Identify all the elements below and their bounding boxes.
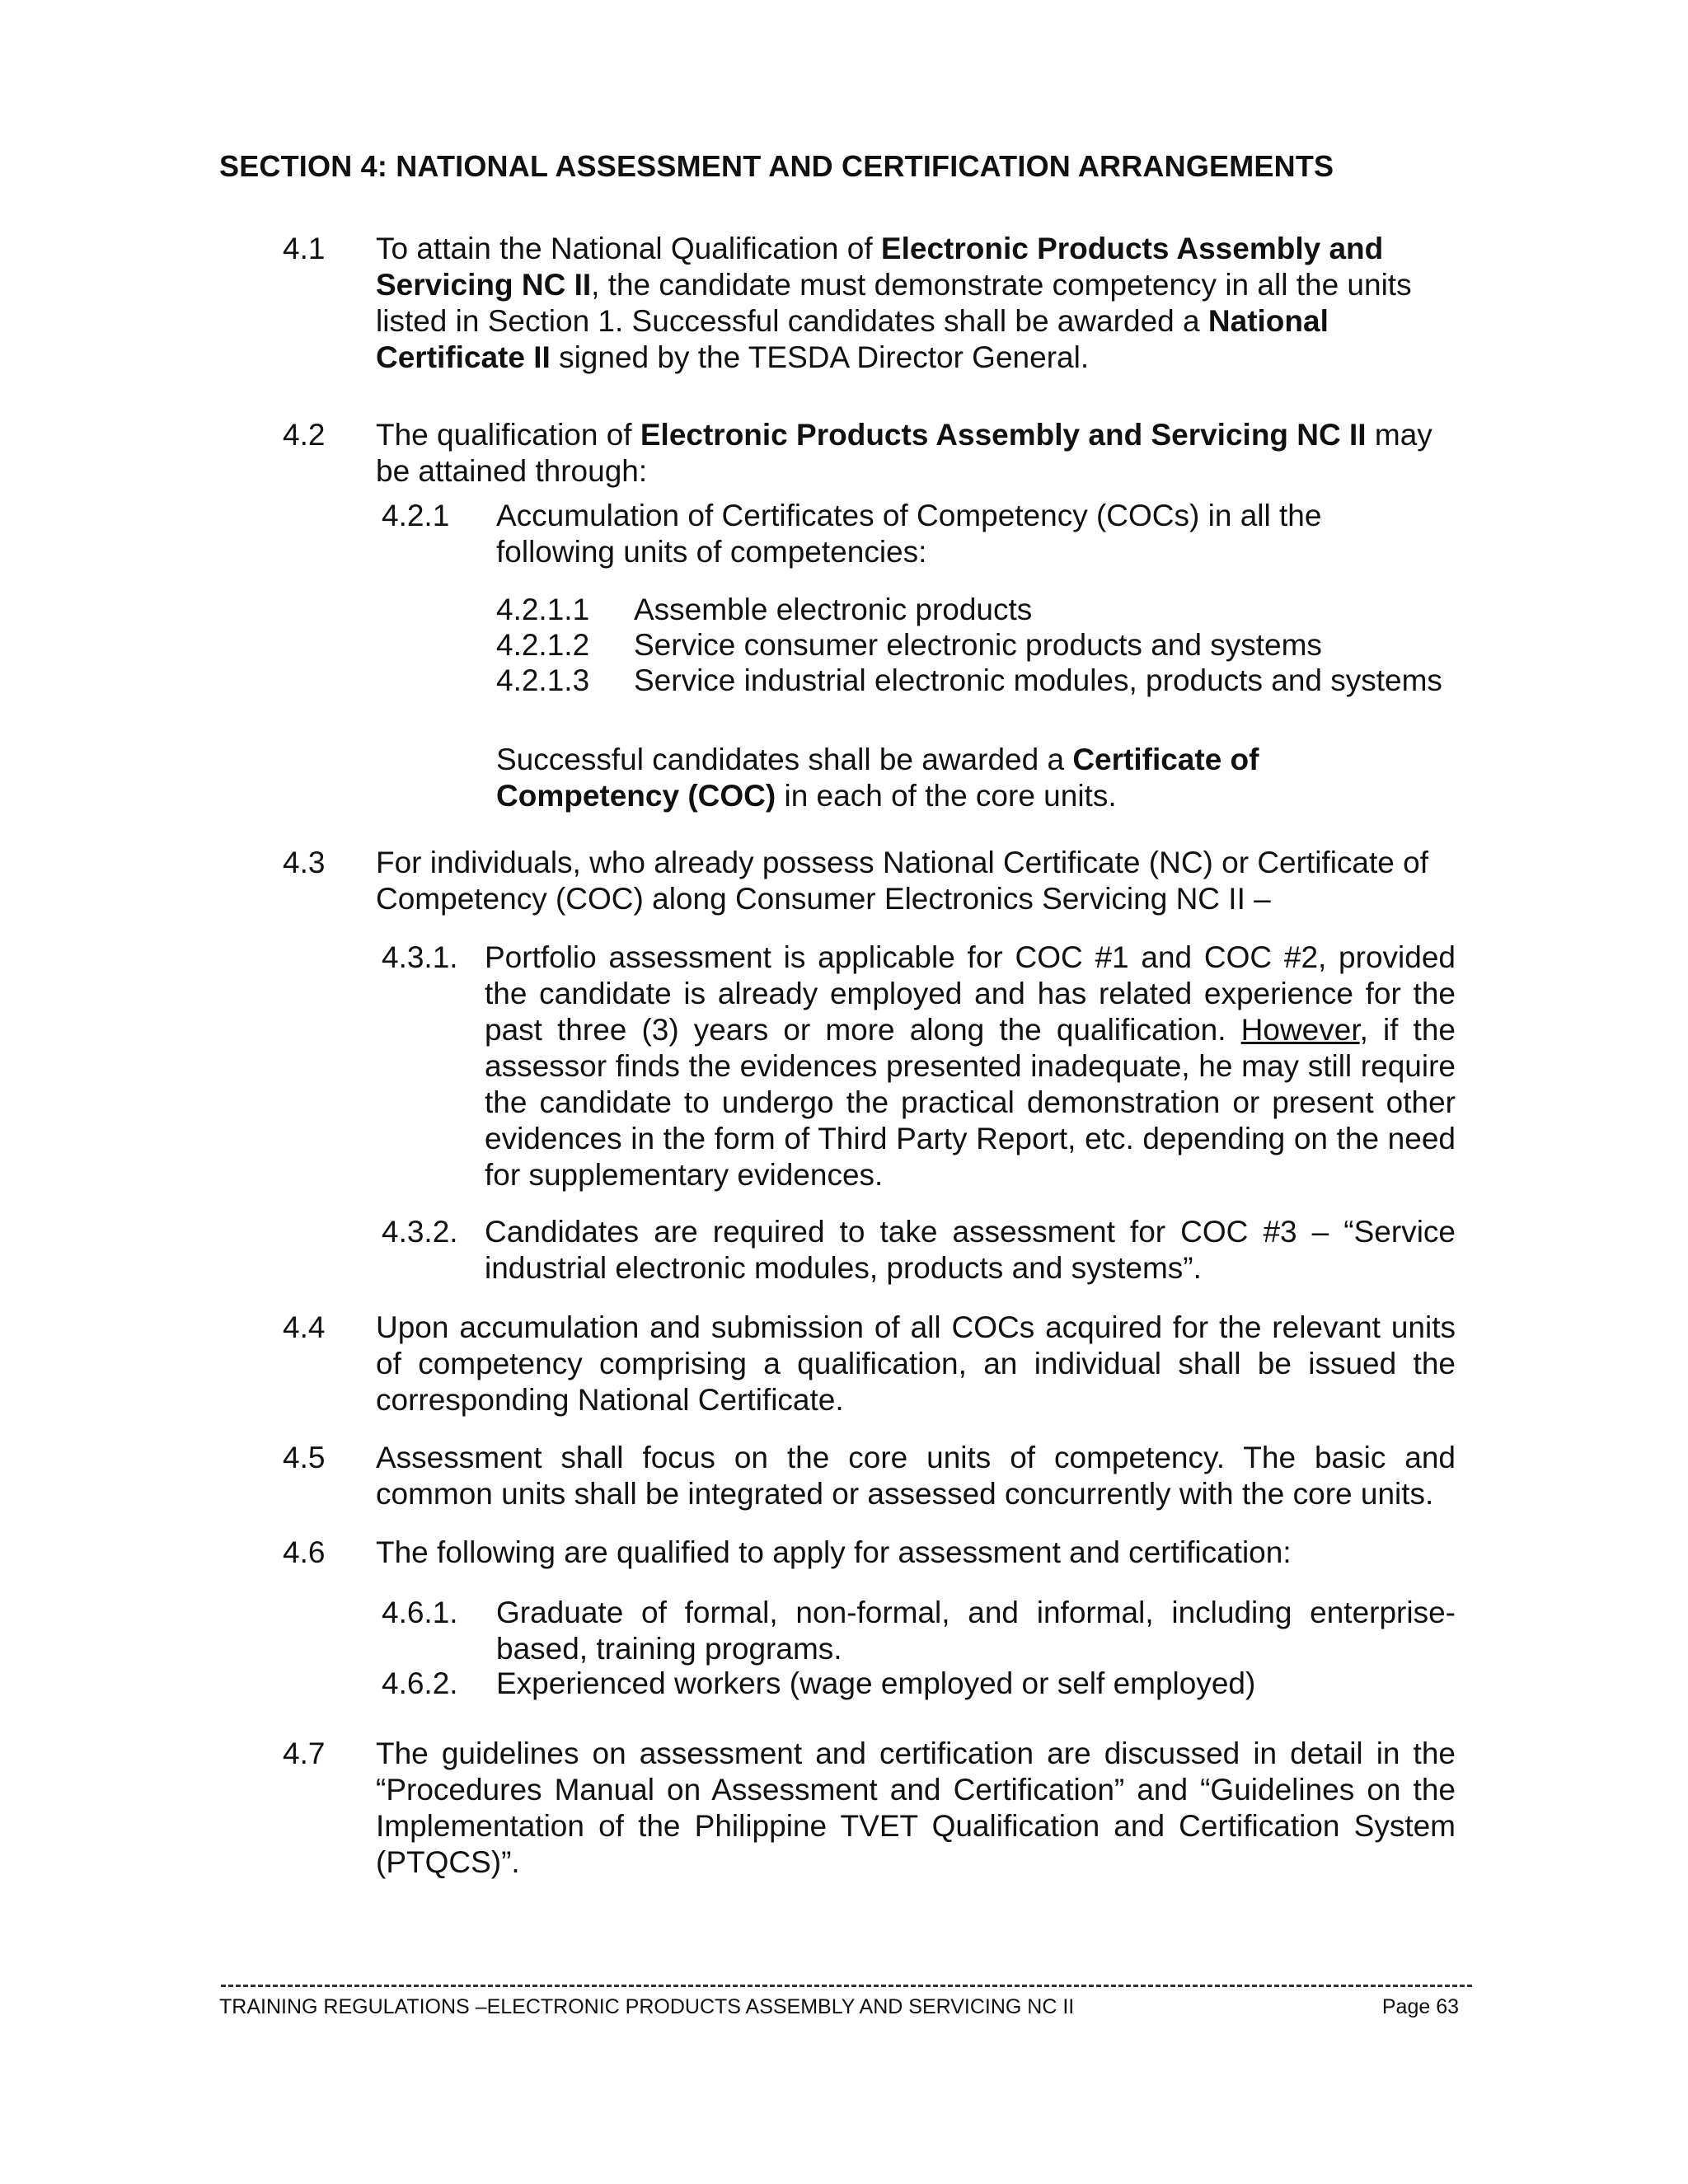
coc-note-text-1: Successful candidates shall be awarded a — [496, 743, 1073, 776]
paragraph-4-1 — [376, 231, 1447, 376]
footer-title: TRAINING REGULATIONS –ELECTRONIC PRODUCTS ASSEMBLY AND SERVICING NC II — [219, 1995, 1075, 2018]
item-number-4-3-1: 4.3.1. — [382, 940, 458, 974]
paragraph-4-6-2: Experienced workers (wage employed or self employed) — [496, 1666, 1256, 1700]
item-number-4-4: 4.4 — [283, 1310, 326, 1344]
item-number-4-6-1: 4.6.1. — [382, 1596, 458, 1629]
paragraph-4-1-text-3: signed by the TESDA Director General. — [550, 340, 1090, 374]
item-number-4-2: 4.2 — [283, 418, 326, 452]
footer-divider — [221, 1985, 1472, 1987]
qualification-name-bold: Electronic Products Assembly and Servicing NC II — [376, 232, 1384, 302]
item-number-4-1: 4.1 — [283, 232, 326, 265]
qualification-name-bold: Electronic Products Assembly and Servicing NC II — [640, 418, 1367, 452]
paragraph-4-5: Assessment shall focus on the core units of competency. The basic and common units shall be integrated or assessed concurrently with the core units. — [376, 1441, 1456, 1511]
item-number-4-3: 4.3 — [283, 846, 326, 879]
paragraph-4-2-text-1: The qualification of — [376, 418, 640, 452]
coc-bold: Certificate of Competency (COC) — [496, 743, 1259, 813]
paragraph-4-3: For individuals, who already possess National Certificate (NC) or Certificate of Competency (COC) along Consumer Electronics Servicing NC II – — [376, 846, 1429, 916]
coc-note-text-2: in each of the core units. — [776, 779, 1117, 813]
paragraph-4-2-1: Accumulation of Certificates of Competency (COCs) in all the following units of competencies: — [496, 499, 1322, 569]
paragraph-4-3-1-text-1: Portfolio assessment is applicable for COC #1 and COC #2, provided the candidate is already employed and has related experience for the past three (3) years or more along the qualification. — [485, 940, 1456, 1047]
unit-text-4-2-1-3: Service industrial electronic modules, products and systems — [634, 663, 1442, 697]
paragraph-4-1-text-1: To attain the National Qualification of — [376, 232, 881, 265]
unit-text-4-2-1-2: Service consumer electronic products and systems — [634, 628, 1322, 662]
paragraph-4-3-2: Candidates are required to take assessment for COC #3 – “Service industrial electronic modules, products and systems”. — [485, 1215, 1456, 1285]
paragraph-4-2-text-2: may be attained through: — [376, 418, 1432, 488]
coc-award-note — [496, 742, 1320, 814]
item-number-4-2-1: 4.2.1 — [382, 499, 450, 532]
unit-number-4-2-1-1: 4.2.1.1 — [496, 593, 590, 626]
item-number-4-6: 4.6 — [283, 1535, 326, 1569]
paragraph-4-6: The following are qualified to apply for assessment and certification: — [376, 1535, 1292, 1569]
paragraph-4-7: The guidelines on assessment and certification are discussed in detail in the “Procedures Manual on Assessment and Certification” and “Guidelines on the Implementation of the Philippine TVET Qualification and Certification System (PTQCS)”. — [376, 1736, 1456, 1879]
item-number-4-6-2: 4.6.2. — [382, 1666, 458, 1700]
unit-number-4-2-1-2: 4.2.1.2 — [496, 628, 590, 662]
paragraph-4-3-1 — [485, 940, 1456, 1193]
paragraph-4-2 — [376, 417, 1447, 490]
unit-number-4-2-1-3: 4.2.1.3 — [496, 663, 590, 697]
item-number-4-7: 4.7 — [283, 1736, 326, 1770]
section-heading: SECTION 4: NATIONAL ASSESSMENT AND CERTIFICATION ARRANGEMENTS — [219, 149, 1334, 183]
paragraph-4-6-1: Graduate of formal, non-formal, and informal, including enterprise-based, training programs. — [496, 1596, 1456, 1666]
national-certificate-bold: National Certificate II — [376, 304, 1329, 374]
page-number: Page 63 — [1381, 1995, 1459, 2018]
paragraph-4-3-1-text-2: , if the assessor finds the evidences presented inadequate, he may still require the candidate to undergo the practical demonstration or present other evidences in the form of Third Party Report, etc. depending on the need for supplementary evidences. — [485, 1013, 1456, 1192]
item-number-4-3-2: 4.3.2. — [382, 1215, 458, 1249]
however-underlined: However — [1240, 1013, 1360, 1047]
unit-text-4-2-1-1: Assemble electronic products — [634, 593, 1033, 626]
paragraph-4-4: Upon accumulation and submission of all COCs acquired for the relevant units of competency comprising a qualification, an individual shall be issued the corresponding National Certificate. — [376, 1310, 1456, 1417]
item-number-4-5: 4.5 — [283, 1441, 326, 1474]
paragraph-4-1-text-2: , the candidate must demonstrate competency in all the units listed in Section 1. Successful candidates shall be awarded a — [376, 268, 1412, 338]
